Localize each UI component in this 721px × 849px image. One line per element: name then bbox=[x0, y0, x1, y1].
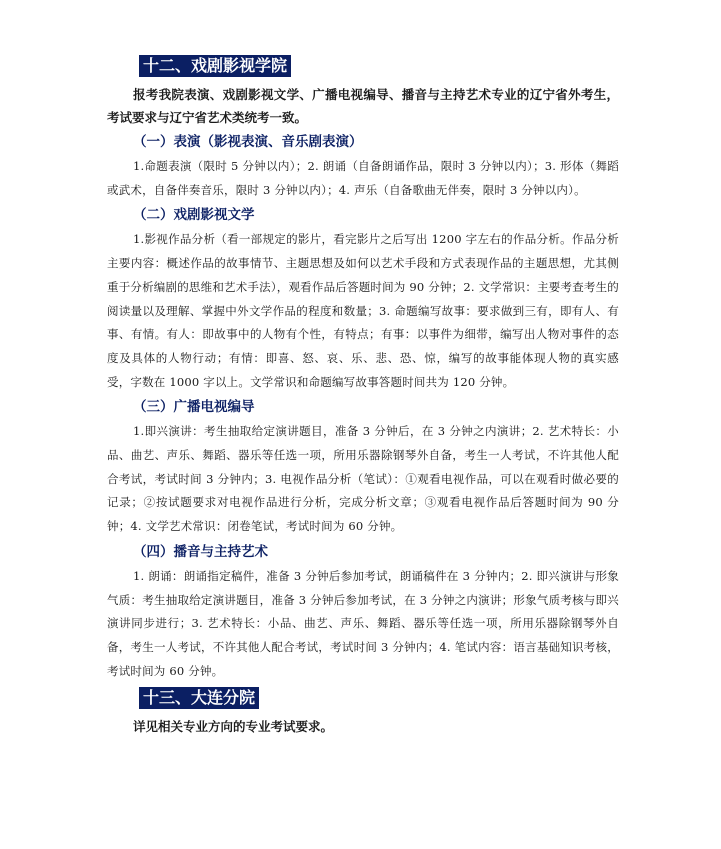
section-12-heading: 十二、戏剧影视学院 bbox=[139, 55, 291, 77]
subsection-broadcasting-hosting-body: 1. 朗诵：朗诵指定稿件，准备 3 分钟后参加考试，朗诵稿件在 3 分钟内；2. 即兴演讲与形象气质：考生抽取给定演讲题目，准备 3 分钟后参加考试，在 3 分钟之内演讲；形象气质考核与即兴演讲同步进行；3. 艺术特长：小品、曲艺、声乐、舞蹈、器乐等任选一项，所用乐器除钢琴外自备，考生一人考试，不许其他人配合考试，考试时间 3 分钟内；4. 笔试内容：语言基础知识考核，考试时间为 60 分钟。 bbox=[107, 568, 619, 678]
subsection-acting-heading: （一）表演（影视表演、音乐剧表演） bbox=[133, 134, 363, 150]
subsection-broadcasting-hosting-heading: （四）播音与主持艺术 bbox=[133, 543, 268, 560]
subsection-drama-film-literature-body: 1.影视作品分析（看一部规定的影片，看完影片之后写出 1200 字左右的作品分析。作品分析主要内容：概述作品的故事情节、主题思想及如何以艺术手段和方式表现作品的主题思想，尤其侧重于分析编剧的思维和艺术手法），观看作品后答题时间为 90 分钟；2. 文学常识：主要考查考生的阅读量以及理解、掌握中外文学作品的程度和数量；3. 命题编写故事：要求做到三有，即有人、有事、有情。有人：即故事中的人物有个性，有特点；有事：以事件为细带，编写出人物对事件的态度及具体的人物行动；有情：即喜、怒、哀、乐、悲、恐、惊，编写的故事能体现人物的真实感受，字数在 1000 字以上。文学常识和命题编写故事答题时间共为 120 分钟。 bbox=[107, 232, 619, 389]
subsection-broadcast-tv-directing-body: 1.即兴演讲：考生抽取给定演讲题目，准备 3 分钟后，在 3 分钟之内演讲；2. 艺术特长：小品、曲艺、声乐、舞蹈、器乐等任选一项，所用乐器除钢琴外自备，考生一人考试，不许其他人配合考试，考试时间 3 分钟内；3. 电视作品分析（笔试）：①观看电视作品，可以在观看时做必要的记录；②按试题要求对电视作品进行分析，完成分析文章；③观看电视作品后答题时间为 90 分钟；4. 文学艺术常识：闭卷笔试，考试时间为 60 分钟。 bbox=[107, 424, 619, 534]
subsection-drama-film-literature-heading: （二）戏剧影视文学 bbox=[133, 207, 255, 224]
section-13-lead: 详见相关专业方向的专业考试要求。 bbox=[133, 719, 334, 735]
document-page bbox=[107, 55, 619, 738]
section-13-heading: 十三、大连分院 bbox=[139, 687, 259, 709]
subsection-broadcast-tv-directing-heading: （三）广播电视编导 bbox=[133, 399, 255, 416]
section-12-lead: 报考我院表演、戏剧影视文学、广播电视编导、播音与主持艺术专业的辽宁省外考生，考试要求与辽宁省艺术类统考一致。 bbox=[107, 87, 619, 125]
subsection-acting-body: 1.命题表演（限时 5 分钟以内）；2. 朗诵（自备朗诵作品，限时 3 分钟以内）；3. 形体（舞蹈或武术，自备伴奏音乐，限时 3 分钟以内）；4. 声乐（自备歌曲无伴奏，限时 3 分钟以内）。 bbox=[107, 159, 619, 197]
